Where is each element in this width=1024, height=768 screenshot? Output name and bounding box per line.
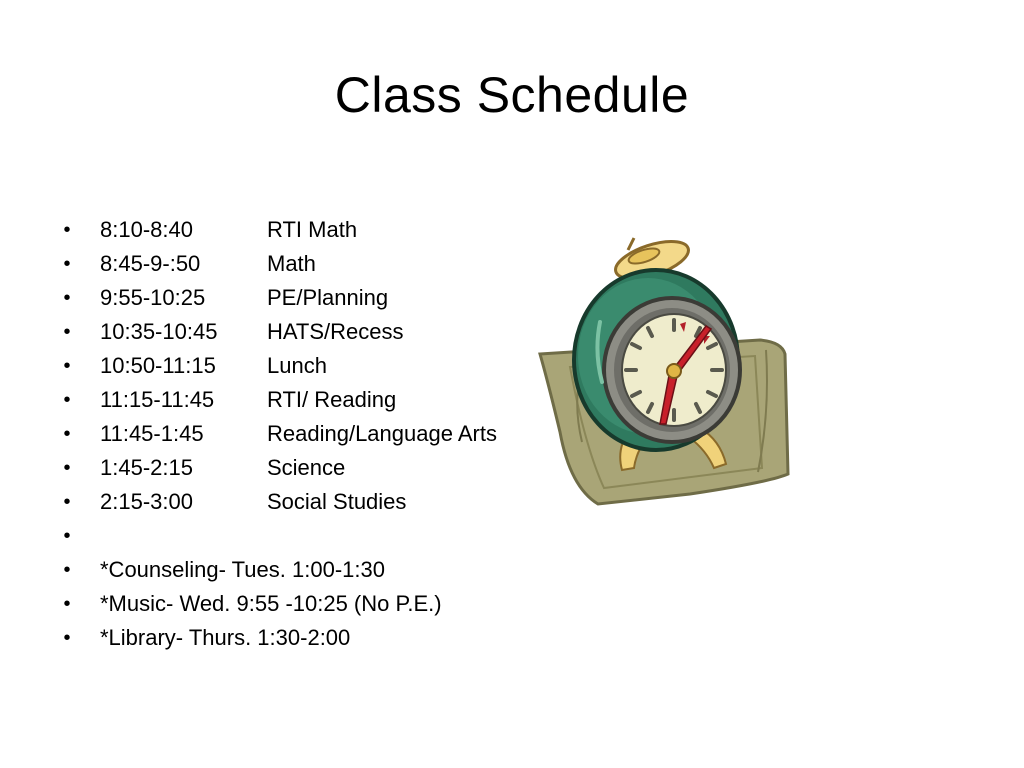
slide-title: Class Schedule [334,67,690,123]
subject: HATS/Recess [267,319,404,344]
list-item [60,349,497,383]
bullet-icon: • [63,219,71,241]
time-range: 10:35-10:45 [100,319,218,344]
bullet-icon: • [63,593,71,615]
bullet-icon: • [63,423,71,445]
bullet-icon: • [63,627,71,649]
bullet-icon: • [63,287,71,309]
special-class: *Library- Thurs. 1:30-2:00 [100,625,351,650]
bullet-icon: • [63,457,71,479]
list-item [60,485,497,519]
time-range: 8:45-9-:50 [100,251,201,276]
subject: RTI/ Reading [267,387,397,412]
time-range: 9:55-10:25 [100,285,206,310]
list-item [60,281,497,315]
subject: Social Studies [267,489,407,514]
bullet-icon: • [63,253,71,275]
list-item [60,247,497,281]
time-range: 11:45-1:45 [100,421,204,446]
alarm-clock-icon [530,232,800,512]
time-range: 1:45-2:15 [100,455,193,480]
list-item [60,621,497,655]
bullet-icon: • [63,525,71,547]
subject: Science [267,455,346,480]
subject: Reading/Language Arts [267,421,497,446]
list-item [60,417,497,451]
time-range: 10:50-11:15 [100,353,216,378]
bullet-icon: • [63,491,71,513]
list-item-empty [60,519,497,553]
special-class: *Music- Wed. 9:55 -10:25 (No P.E.) [100,591,442,616]
bullet-icon: • [63,321,71,343]
list-item [60,315,497,349]
time-range: 2:15-3:00 [100,489,193,514]
subject: PE/Planning [267,285,389,310]
subject: Math [267,251,316,276]
list-item [60,587,497,621]
bullet-icon: • [63,355,71,377]
time-range: 11:15-11:45 [100,387,215,412]
special-class: *Counseling- Tues. 1:00-1:30 [100,557,385,582]
subject: Lunch [267,353,327,378]
bullet-icon: • [63,559,71,581]
subject: RTI Math [267,217,358,242]
list-item [60,213,497,247]
time-range: 8:10-8:40 [100,217,193,242]
list-item [60,553,497,587]
schedule-list [60,213,497,655]
list-item [60,451,497,485]
bullet-icon: • [63,389,71,411]
list-item [60,383,497,417]
